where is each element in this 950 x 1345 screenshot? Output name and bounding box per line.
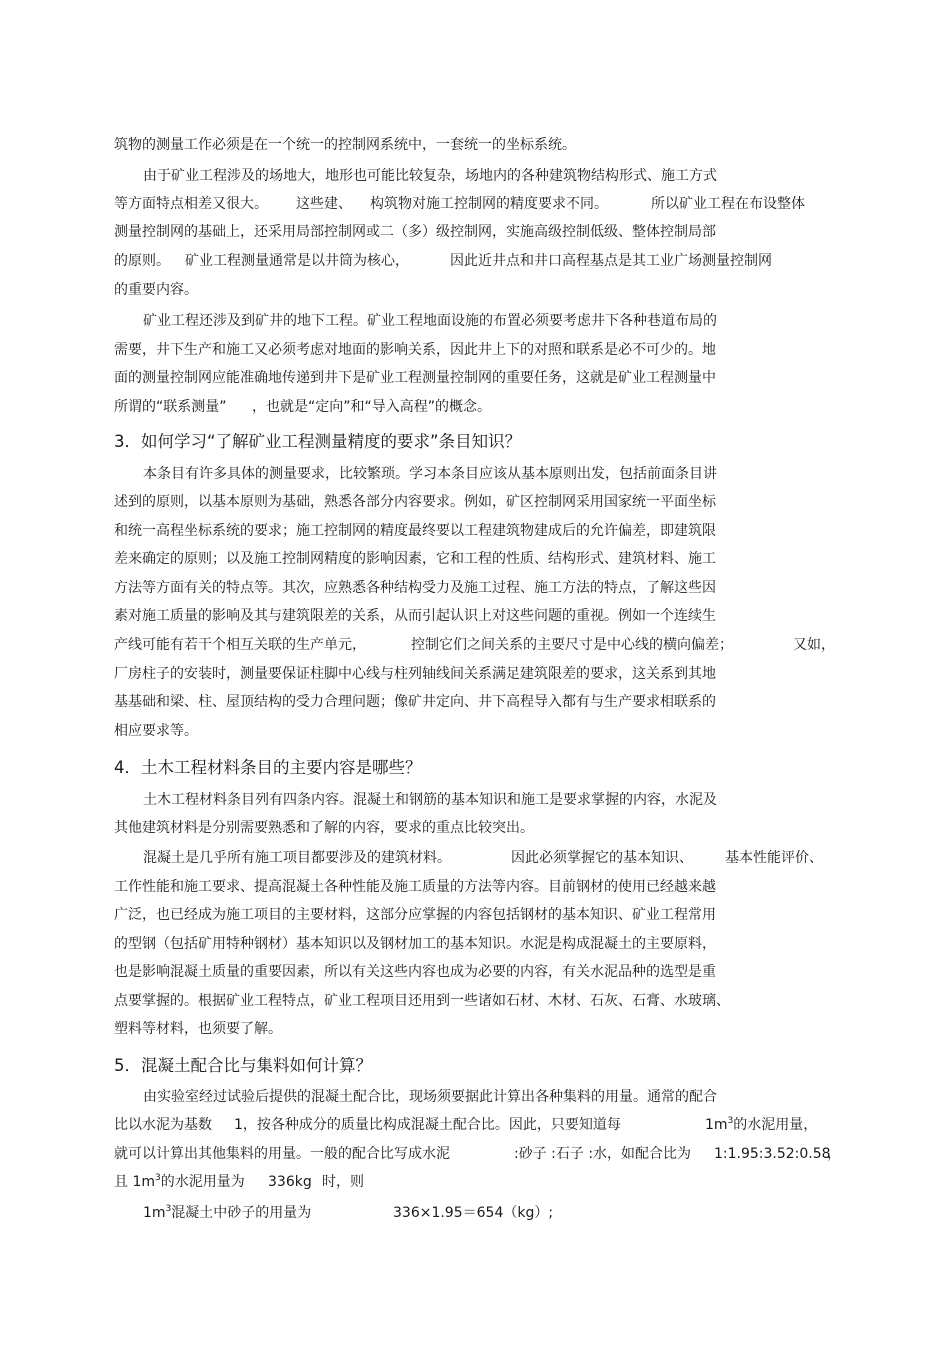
- text-segment: 的水泥用量为: [160, 1174, 245, 1190]
- text-segment: 面的测量控制网应能准确地传递到井下是矿业工程测量控制网的重要任务，这就是矿业工程测量中: [114, 370, 716, 386]
- text-segment: 工作性能和施工要求、提高混凝土各种性能及施工质量的方法等内容。目前钢材的使用已经越来越: [114, 879, 716, 895]
- text-segment: 土木工程材料条目列有四条内容。混凝土和钢筋的基本知识和施工是要求掌握的内容，水泥及: [143, 792, 717, 808]
- text-segment: 构筑物对施工控制网的精度要求不同。: [370, 196, 608, 212]
- quantity-text: [705, 1115, 817, 1135]
- text-segment: 广泛，也已经成为施工项目的主要材料，这部分应掌握的内容包括钢材的基本知识、矿业工程常用: [114, 907, 716, 923]
- heading-text: 3．如何学习“了解矿业工程测量精度的要求”条目知识？: [114, 432, 522, 451]
- text-segment: 方法等方面有关的特点等。其次，应熟悉各种结构受力及施工过程、施工方法的特点，了解这些因: [114, 580, 716, 596]
- text-segment: 混凝土中砂子的用量为: [171, 1205, 312, 1221]
- text-segment: 就可以计算出其他集料的用量。一般的配合比写成水泥: [114, 1146, 450, 1162]
- text-segment: 混凝土是几乎所有施工项目都要涉及的建筑材料。: [143, 850, 451, 866]
- text-segment: 筑物的测量工作必须是在一个统一的控制网系统中，一套统一的坐标系统。: [114, 137, 576, 153]
- unit-text: 1m: [705, 1117, 728, 1133]
- text-segment: 的型钢（包括矿用特种钢材）基本知识以及钢材加工的基本知识。水泥是构成混凝土的主要原料，: [114, 936, 716, 952]
- superscript: 3: [165, 1204, 172, 1214]
- unit-text: 1m: [143, 1205, 166, 1221]
- text-segment: 1，按各种成分的质量比构成混凝土配合比。因此，只要知道每: [234, 1117, 621, 1133]
- quantity-text: [143, 1203, 311, 1223]
- text-segment: 比以水泥为基数: [114, 1117, 212, 1133]
- text-segment: 的原则。: [114, 253, 170, 269]
- text-segment: ，: [827, 1146, 841, 1162]
- text-segment: 基基础和梁、柱、屋顶结构的受力合理问题；像矿井定向、井下高程导入都有与生产要求相联系的: [114, 694, 716, 710]
- heading-text: 4．土木工程材料条目的主要内容是哪些？: [114, 758, 422, 777]
- text-segment: 因此必须掌握它的基本知识、: [511, 850, 693, 866]
- text-segment: 所以矿业工程在布设整体: [651, 196, 805, 212]
- superscript: 3: [727, 1116, 734, 1126]
- cement-amount-value: 336kg: [268, 1174, 312, 1190]
- text-segment: 测量控制网的基础上，还采用局部控制网或二（多）级控制网，实施高级控制低级、整体控制局部: [114, 224, 716, 240]
- text-segment: 矿业工程还涉及到矿井的地下工程。矿业工程地面设施的布置必须要考虑井下各种巷道布局的: [143, 313, 717, 329]
- text-segment: 时，则: [322, 1174, 364, 1190]
- mix-ratio-value: 1:1.95:3.52:0.58: [714, 1146, 831, 1162]
- text-segment: 相应要求等。: [114, 723, 198, 739]
- superscript: 3: [155, 1173, 161, 1183]
- text-segment: 述到的原则，以基本原则为基础，熟悉各部分内容要求。例如，矿区控制网采用国家统一平面坐标: [114, 494, 716, 510]
- text-segment: 需要，井下生产和施工又必须考虑对地面的影响关系，因此井上下的对照和联系是必不可少的。地: [114, 342, 716, 358]
- unit-text: 且 1m: [114, 1174, 155, 1190]
- calculation-result: 336×1.95＝654（kg）;: [393, 1205, 554, 1221]
- text-segment: 矿业工程测量通常是以井筒为核心，: [185, 253, 409, 269]
- text-segment: 由于矿业工程涉及的场地大，地形也可能比较复杂，场地内的各种建筑物结构形式、施工方式: [143, 168, 717, 184]
- text-segment: 其他建筑材料是分别需要熟悉和了解的内容，要求的重点比较突出。: [114, 820, 534, 836]
- text-segment: 因此近井点和井口高程基点是其工业广场测量控制网: [450, 253, 772, 269]
- text-segment: 和统一高程坐标系统的要求；施工控制网的精度最终要以工程建筑物建成后的允许偏差，即建筑限: [114, 523, 716, 539]
- text-segment: ，也就是“定向”和“导入高程”的概念。: [252, 399, 492, 415]
- text-segment: 厂房柱子的安装时，测量要保证柱脚中心线与柱列轴线间关系满足建筑限差的要求，这关系到其地: [114, 666, 716, 682]
- text-segment: 点要掌握的。根据矿业工程特点，矿业工程项目还用到一些诸如石材、木材、石灰、石膏、水玻璃、: [114, 993, 730, 1009]
- text-segment: 由实验室经过试验后提供的混凝土配合比，现场须要据此计算出各种集料的用量。通常的配合: [143, 1089, 717, 1105]
- text-segment: 这些建、: [296, 196, 352, 212]
- text-segment: 素对施工质量的影响及其与建筑限差的关系，从而引起认识上对这些问题的重视。例如一个连续生: [114, 608, 716, 624]
- text-segment: 本条目有许多具体的测量要求，比较繁琐。学习本条目应该从基本原则出发，包括前面条目讲: [143, 466, 717, 482]
- quantity-text: [114, 1172, 245, 1192]
- text-segment: 产线可能有若干个相互关联的生产单元，: [114, 637, 366, 653]
- text-segment: 塑料等材料，也须要了解。: [114, 1021, 282, 1037]
- text-segment: 又如，: [793, 637, 835, 653]
- text-segment: 基本性能评价、: [725, 850, 823, 866]
- text-segment: 差来确定的原则；以及施工控制网精度的影响因素，它和工程的性质、结构形式、建筑材料、施工: [114, 551, 716, 567]
- text-segment: 所谓的“联系测量”: [114, 399, 227, 415]
- text-segment: :砂子 :石子 :水，如配合比为: [514, 1146, 692, 1162]
- text-segment: 也是影响混凝土质量的重要因素，所以有关这些内容也成为必要的内容，有关水泥品种的选型是重: [114, 964, 716, 980]
- text-segment: 的水泥用量，: [733, 1117, 818, 1133]
- text-segment: 控制它们之间关系的主要尺寸是中心线的横向偏差；: [411, 637, 733, 653]
- text-segment: 等方面特点相差又很大。: [114, 196, 268, 212]
- text-segment: 的重要内容。: [114, 282, 198, 298]
- heading-text: 5．混凝土配合比与集料如何计算？: [114, 1056, 372, 1075]
